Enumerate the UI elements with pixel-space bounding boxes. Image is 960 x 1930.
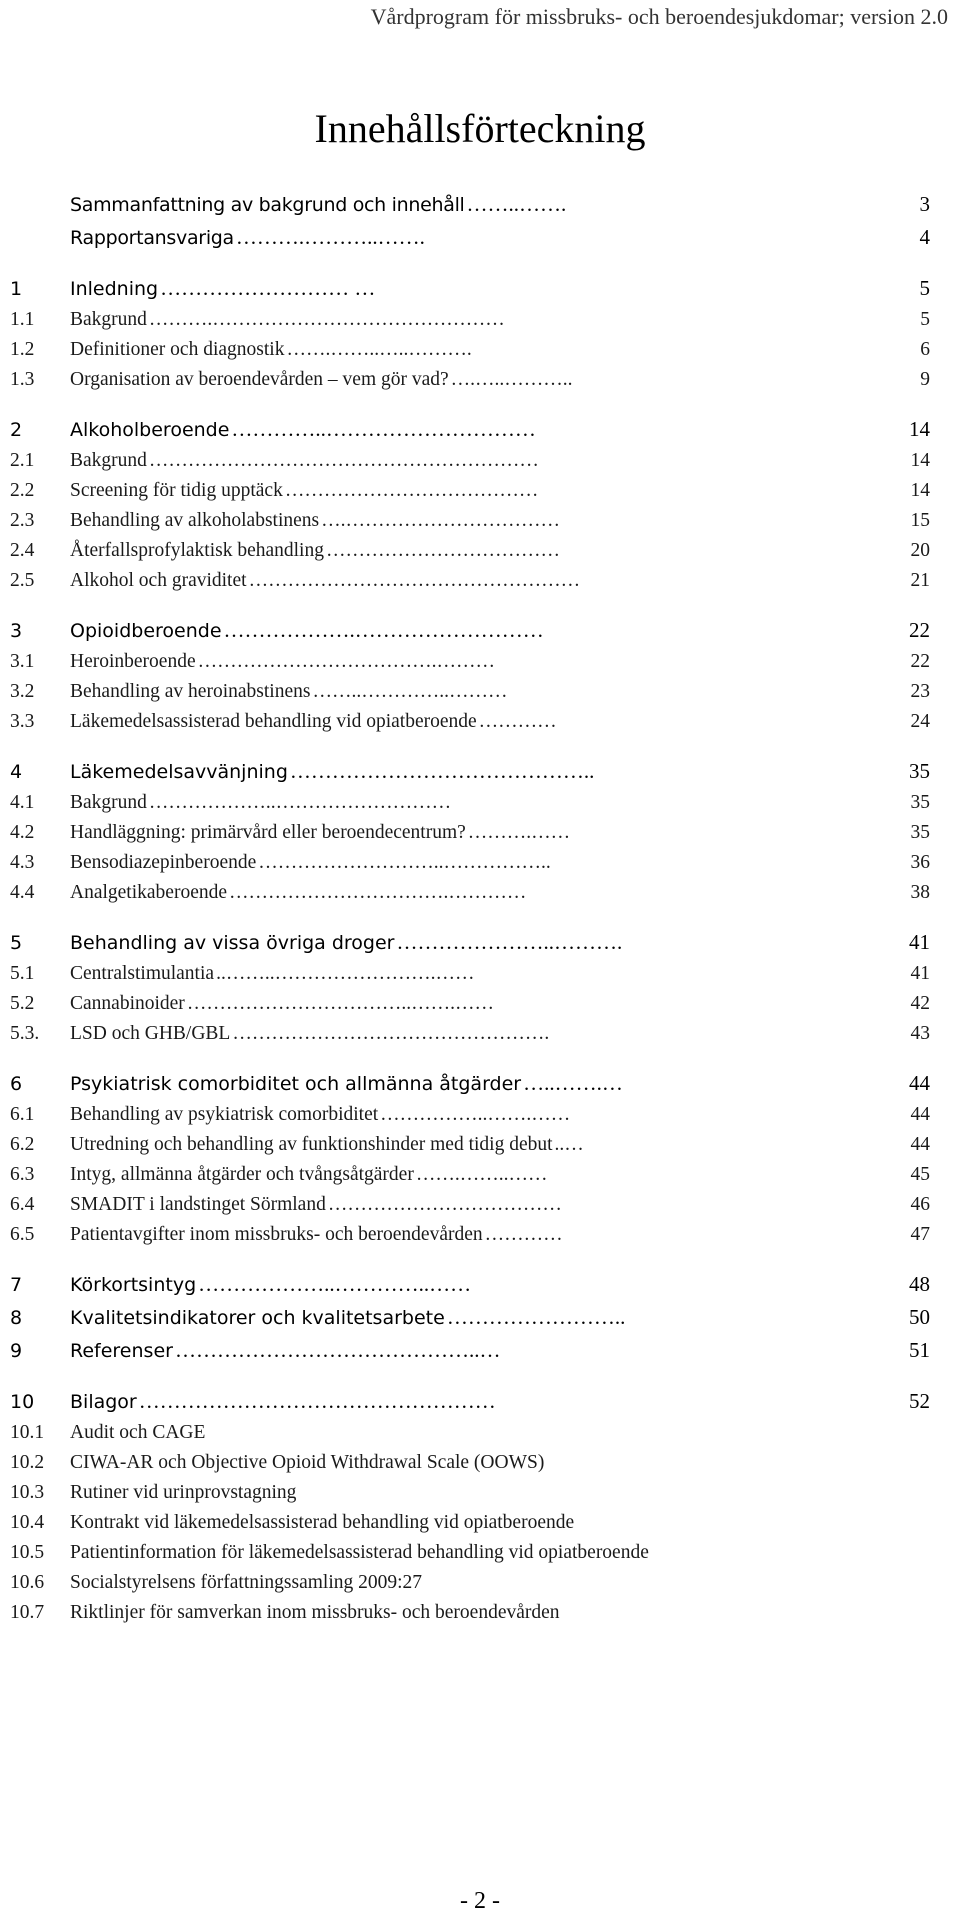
toc-entry-title: Utredning och behandling av funktionshinder med tidig debut — [70, 1134, 553, 1155]
toc-entry-page: 14 — [910, 480, 930, 501]
toc-entry-page: 44 — [910, 1104, 930, 1125]
toc-entry-title: Behandling av alkoholabstinens — [70, 510, 320, 531]
toc-entry[interactable] — [10, 188, 930, 221]
toc-entry-leader: …………………………………………. — [232, 1023, 550, 1044]
toc-entry-leader: ………… — [478, 711, 557, 732]
toc-entry-page: 46 — [910, 1194, 930, 1215]
toc-entry-page: 43 — [910, 1023, 930, 1044]
toc-entry-leader: ……..……. — [466, 192, 567, 216]
toc-entry-title: Bilagor — [70, 1391, 137, 1413]
toc-subentry[interactable] — [10, 647, 930, 677]
toc-entry-number: 6.3 — [10, 1164, 35, 1185]
toc-entry-title: Läkemedelsavvänjning — [70, 761, 288, 783]
toc-entry-number: 1.1 — [10, 309, 35, 330]
toc-entry-title: Läkemedelsassisterad behandling vid opiatberoende — [70, 711, 477, 732]
toc-entry-number: 2.4 — [10, 540, 35, 561]
toc-entry-title: Analgetikaberoende — [70, 882, 228, 903]
toc-section-gap — [10, 908, 930, 926]
toc-entry-title: Bakgrund — [70, 450, 147, 471]
toc-entry-title: Kvalitetsindikatorer och kvalitetsarbete — [70, 1307, 445, 1329]
toc-entry-title: Socialstyrelsens författningssamling 2009:27 — [70, 1572, 423, 1593]
toc-entry-page: 14 — [909, 417, 930, 441]
toc-subentry[interactable] — [10, 1418, 930, 1448]
toc-entry-leader: ………………………..…………….. — [258, 852, 551, 873]
toc-section-gap — [10, 1367, 930, 1385]
toc-entry-number: 7 — [10, 1274, 23, 1296]
toc-entry-title: Rapportansvariga — [70, 227, 234, 249]
toc-entry-title: Psykiatrisk comorbiditet och allmänna åtgärder — [70, 1073, 522, 1095]
toc-subentry[interactable] — [10, 365, 930, 395]
toc-entry-title: Bakgrund — [70, 792, 147, 813]
toc-entry-leader: ……………………… … — [160, 276, 376, 300]
toc-subentry[interactable] — [10, 335, 930, 365]
toc-subentry[interactable] — [10, 1220, 930, 1250]
toc-entry-leader: ……….…… — [467, 822, 571, 843]
toc-entry-number: 10.1 — [10, 1422, 45, 1443]
toc-entry-title: Cannabinoider — [70, 993, 185, 1014]
toc-section-gap — [10, 737, 930, 755]
toc-entry-title: Intyg, allmänna åtgärder och tvångsåtgärder — [70, 1164, 414, 1185]
toc-subentry[interactable] — [10, 788, 930, 818]
toc-entry-leader: …………………………………….. — [289, 759, 595, 783]
toc-subentry[interactable] — [10, 1130, 930, 1160]
toc-entry-page: 35 — [910, 792, 930, 813]
toc-entry[interactable] — [10, 1301, 930, 1334]
toc-entry-title: Rutiner vid urinprovstagning — [70, 1482, 297, 1503]
toc-entry-title: Patientavgifter inom missbruks- och beroendevården — [70, 1224, 483, 1245]
toc-entry-page: 21 — [910, 570, 930, 591]
toc-entry-page: 6 — [920, 339, 930, 360]
toc-entry-number: 6.4 — [10, 1194, 35, 1215]
toc-entry-page: 5 — [920, 309, 930, 330]
toc-entry-page: 35 — [910, 822, 930, 843]
toc-entry[interactable] — [10, 1385, 930, 1418]
toc-entry-title: Organisation av beroendevården – vem gör vad? — [70, 369, 449, 390]
toc-entry-title: Behandling av psykiatrisk comorbiditet — [70, 1104, 379, 1125]
toc-subentry[interactable] — [10, 506, 930, 536]
toc-entry-title: Körkortsintyg — [70, 1274, 197, 1296]
toc-section-gap — [10, 596, 930, 614]
toc-entry-page: 41 — [909, 930, 930, 954]
toc-entry-leader: ……………………………….……… — [197, 651, 495, 672]
toc-entry-number: 6 — [10, 1073, 23, 1095]
toc-entry[interactable] — [10, 755, 930, 788]
toc-entry-page: 4 — [919, 225, 930, 249]
toc-subentry[interactable] — [10, 1160, 930, 1190]
toc-entry-leader: …….……..…… — [415, 1164, 548, 1185]
toc-entry-number: 4.1 — [10, 792, 35, 813]
toc-entry-leader: ……………………………..…….…… — [186, 993, 494, 1014]
toc-entry-page: 47 — [910, 1224, 930, 1245]
toc-entry[interactable] — [10, 614, 930, 647]
toc-entry-page: 52 — [909, 1389, 930, 1413]
toc-subentry[interactable] — [10, 476, 930, 506]
toc-entry-page: 45 — [910, 1164, 930, 1185]
toc-entry-number: 2.3 — [10, 510, 35, 531]
toc-entry-page: 35 — [909, 759, 930, 783]
toc-entry-number: 2.2 — [10, 480, 35, 501]
toc-entry-leader: ..… — [554, 1134, 584, 1155]
toc-entry[interactable] — [10, 1334, 930, 1367]
toc-entry-number: 4.4 — [10, 882, 35, 903]
toc-entry-title: Återfallsprofylaktisk behandling — [70, 540, 324, 561]
toc-entry-number: 3.2 — [10, 681, 35, 702]
toc-entry-leader: …………………………………………… — [138, 1389, 496, 1413]
toc-entry-leader: …………………………………………… — [248, 570, 581, 591]
toc-entry[interactable] — [10, 1268, 930, 1301]
toc-section-gap — [10, 1049, 930, 1067]
toc-entry-title: Screening för tidig upptäck — [70, 480, 283, 501]
toc-entry-page: 44 — [909, 1071, 930, 1095]
toc-entry-page: 20 — [910, 540, 930, 561]
toc-subentry[interactable] — [10, 1568, 930, 1598]
toc-subentry[interactable] — [10, 677, 930, 707]
toc-entry-leader: ……….………..……. — [235, 225, 425, 249]
toc-entry[interactable] — [10, 1067, 930, 1100]
toc-subentry[interactable] — [10, 1598, 930, 1628]
toc-subentry[interactable] — [10, 1538, 930, 1568]
toc-subentry[interactable] — [10, 959, 930, 989]
toc-entry-leader: …………………….. — [446, 1305, 626, 1329]
toc-entry-title: Centralstimulantia — [70, 963, 215, 984]
toc-subentry[interactable] — [10, 1508, 930, 1538]
toc-entry-leader: ….…..……….. — [450, 369, 573, 390]
toc-entry-title: Riktlinjer för samverkan inom missbruks- och beroendevården — [70, 1602, 560, 1623]
toc-entry-leader: ………………..……………………… — [148, 792, 452, 813]
toc-entry-page: 48 — [909, 1272, 930, 1296]
toc-entry-title: LSD och GHB/GBL — [70, 1023, 231, 1044]
toc-entry-title: Handläggning: primärvård eller beroendecentrum? — [70, 822, 466, 843]
toc-entry-page: 23 — [910, 681, 930, 702]
toc-entry-page: 5 — [919, 276, 930, 300]
toc-entry[interactable] — [10, 272, 930, 305]
toc-subentry[interactable] — [10, 989, 930, 1019]
toc-entry-leader: ……………….……………………… — [223, 618, 544, 642]
toc-entry-number: 3.1 — [10, 651, 35, 672]
toc-subentry[interactable] — [10, 1448, 930, 1478]
toc-entry-leader: ……………………………… — [325, 540, 560, 561]
toc-entry-number: 2.1 — [10, 450, 35, 471]
toc-entry-page: 3 — [919, 192, 930, 216]
toc-entry-title: Opioidberoende — [70, 620, 222, 642]
running-header: Vårdprogram för missbruks- och beroendesjukdomar; version 2.0 — [370, 4, 948, 29]
toc-entry-number: 5.1 — [10, 963, 35, 984]
toc-entry-number: 6.2 — [10, 1134, 35, 1155]
toc-subentry[interactable] — [10, 878, 930, 908]
toc-subentry[interactable] — [10, 1019, 930, 1049]
toc-entry-number: 5.2 — [10, 993, 35, 1014]
toc-entry-page: 22 — [910, 651, 930, 672]
toc-entry-page: 50 — [909, 1305, 930, 1329]
toc-entry-title: Bensodiazepinberoende — [70, 852, 257, 873]
toc-entry-title: Behandling av heroinabstinens — [70, 681, 311, 702]
toc-entry-number: 6.1 — [10, 1104, 35, 1125]
toc-entry-leader: …………………………………………………… — [148, 450, 539, 471]
toc-entry-title: Referenser — [70, 1340, 173, 1362]
toc-entry-leader: …………………..………. — [396, 930, 623, 954]
toc-entry-leader: ……..…………..……… — [312, 681, 508, 702]
toc-entry-number: 2.5 — [10, 570, 35, 591]
toc-entry-number: 10.5 — [10, 1542, 45, 1563]
toc-entry-leader: ….…………………………… — [321, 510, 560, 531]
toc-subentry[interactable] — [10, 707, 930, 737]
toc-subentry[interactable] — [10, 818, 930, 848]
toc-entry-number: 10.6 — [10, 1572, 45, 1593]
toc-entry-number: 8 — [10, 1307, 23, 1329]
toc-entry-number: 10.3 — [10, 1482, 45, 1503]
toc-entry-number: 9 — [10, 1340, 23, 1362]
toc-entry-leader: ………… — [484, 1224, 563, 1245]
toc-entry-page: 24 — [910, 711, 930, 732]
toc-entry-title: Behandling av vissa övriga droger — [70, 932, 395, 954]
toc-section-gap — [10, 395, 930, 413]
toc-subentry[interactable] — [10, 848, 930, 878]
toc-entry-number: 3 — [10, 620, 23, 642]
toc-entry-number: 1 — [10, 278, 23, 300]
toc-entry-number: 1.3 — [10, 369, 35, 390]
toc-entry-title: Definitioner och diagnostik — [70, 339, 285, 360]
toc-entry-leader: ……….……………………………………… — [148, 309, 505, 330]
toc-entry-page: 14 — [910, 450, 930, 471]
toc-entry-number: 10.7 — [10, 1602, 45, 1623]
toc-entry-title: Alkoholberoende — [70, 419, 230, 441]
toc-entry-number: 3.3 — [10, 711, 35, 732]
toc-entry-page: 41 — [910, 963, 930, 984]
toc-entry-title: Bakgrund — [70, 309, 147, 330]
toc-entry-leader: ……………………………… — [327, 1194, 562, 1215]
toc-entry[interactable] — [10, 221, 930, 254]
toc-entry-page: 51 — [909, 1338, 930, 1362]
toc-entry-leader: ..……..…………………….…… — [216, 963, 475, 984]
toc-subentry[interactable] — [10, 1100, 930, 1130]
toc-entry-leader: ……………………………………..… — [174, 1338, 501, 1362]
toc-entry-number: 6.5 — [10, 1224, 35, 1245]
toc-entry-leader: …………………………….………… — [229, 882, 527, 903]
toc-section-gap — [10, 254, 930, 272]
toc-entry-leader: ………………………………… — [284, 480, 539, 501]
toc-entry-title: SMADIT i landstinget Sörmland — [70, 1194, 326, 1215]
toc-entry-title: Heroinberoende — [70, 651, 196, 672]
toc-entry-number: 4.3 — [10, 852, 35, 873]
toc-subentry[interactable] — [10, 1478, 930, 1508]
toc-entry-number: 1.2 — [10, 339, 35, 360]
toc-entry-title: Kontrakt vid läkemedelsassisterad behandling vid opiatberoende — [70, 1512, 575, 1533]
toc-entry-title: CIWA-AR och Objective Opioid Withdrawal Scale (OOWS) — [70, 1452, 545, 1473]
toc-entry-page: 42 — [910, 993, 930, 1014]
toc-entry-title: Audit och CAGE — [70, 1422, 206, 1443]
page-title: Innehållsförteckning — [314, 106, 646, 151]
table-of-contents — [10, 188, 930, 1628]
toc-entry-leader: ………………..…………..…… — [198, 1272, 472, 1296]
toc-entry-page: 9 — [920, 369, 930, 390]
toc-entry-title: Inledning — [70, 278, 159, 300]
toc-section-gap — [10, 1250, 930, 1268]
toc-entry-number: 10.4 — [10, 1512, 45, 1533]
toc-subentry[interactable] — [10, 536, 930, 566]
toc-entry-number: 10 — [10, 1391, 35, 1413]
toc-entry-leader: …….……..…..………. — [286, 339, 472, 360]
toc-entry-title: Sammanfattning av bakgrund och innehåll — [70, 194, 465, 216]
toc-entry-leader: ……………..…….…… — [380, 1104, 571, 1125]
toc-entry-number: 4.2 — [10, 822, 35, 843]
toc-entry-leader: …………..………………………… — [231, 417, 536, 441]
toc-entry-number: 4 — [10, 761, 23, 783]
toc-entry-title: Patientinformation för läkemedelsassisterad behandling vid opiatberoende — [70, 1542, 649, 1563]
toc-entry-number: 2 — [10, 419, 23, 441]
toc-entry-number: 5 — [10, 932, 23, 954]
toc-subentry[interactable] — [10, 1190, 930, 1220]
toc-entry-page: 38 — [910, 882, 930, 903]
toc-entry-page: 36 — [910, 852, 930, 873]
toc-entry-leader: …..…….… — [523, 1071, 623, 1095]
toc-entry-number: 10.2 — [10, 1452, 45, 1473]
toc-entry[interactable] — [10, 926, 930, 959]
toc-entry[interactable] — [10, 413, 930, 446]
toc-entry-number: 5.3. — [10, 1023, 40, 1044]
toc-subentry[interactable] — [10, 446, 930, 476]
toc-subentry[interactable] — [10, 305, 930, 335]
toc-entry-title: Alkohol och graviditet — [70, 570, 247, 591]
page-number: - 2 - — [460, 1888, 500, 1914]
toc-entry-page: 15 — [910, 510, 930, 531]
toc-entry-page: 22 — [909, 618, 930, 642]
toc-entry-page: 44 — [910, 1134, 930, 1155]
toc-subentry[interactable] — [10, 566, 930, 596]
